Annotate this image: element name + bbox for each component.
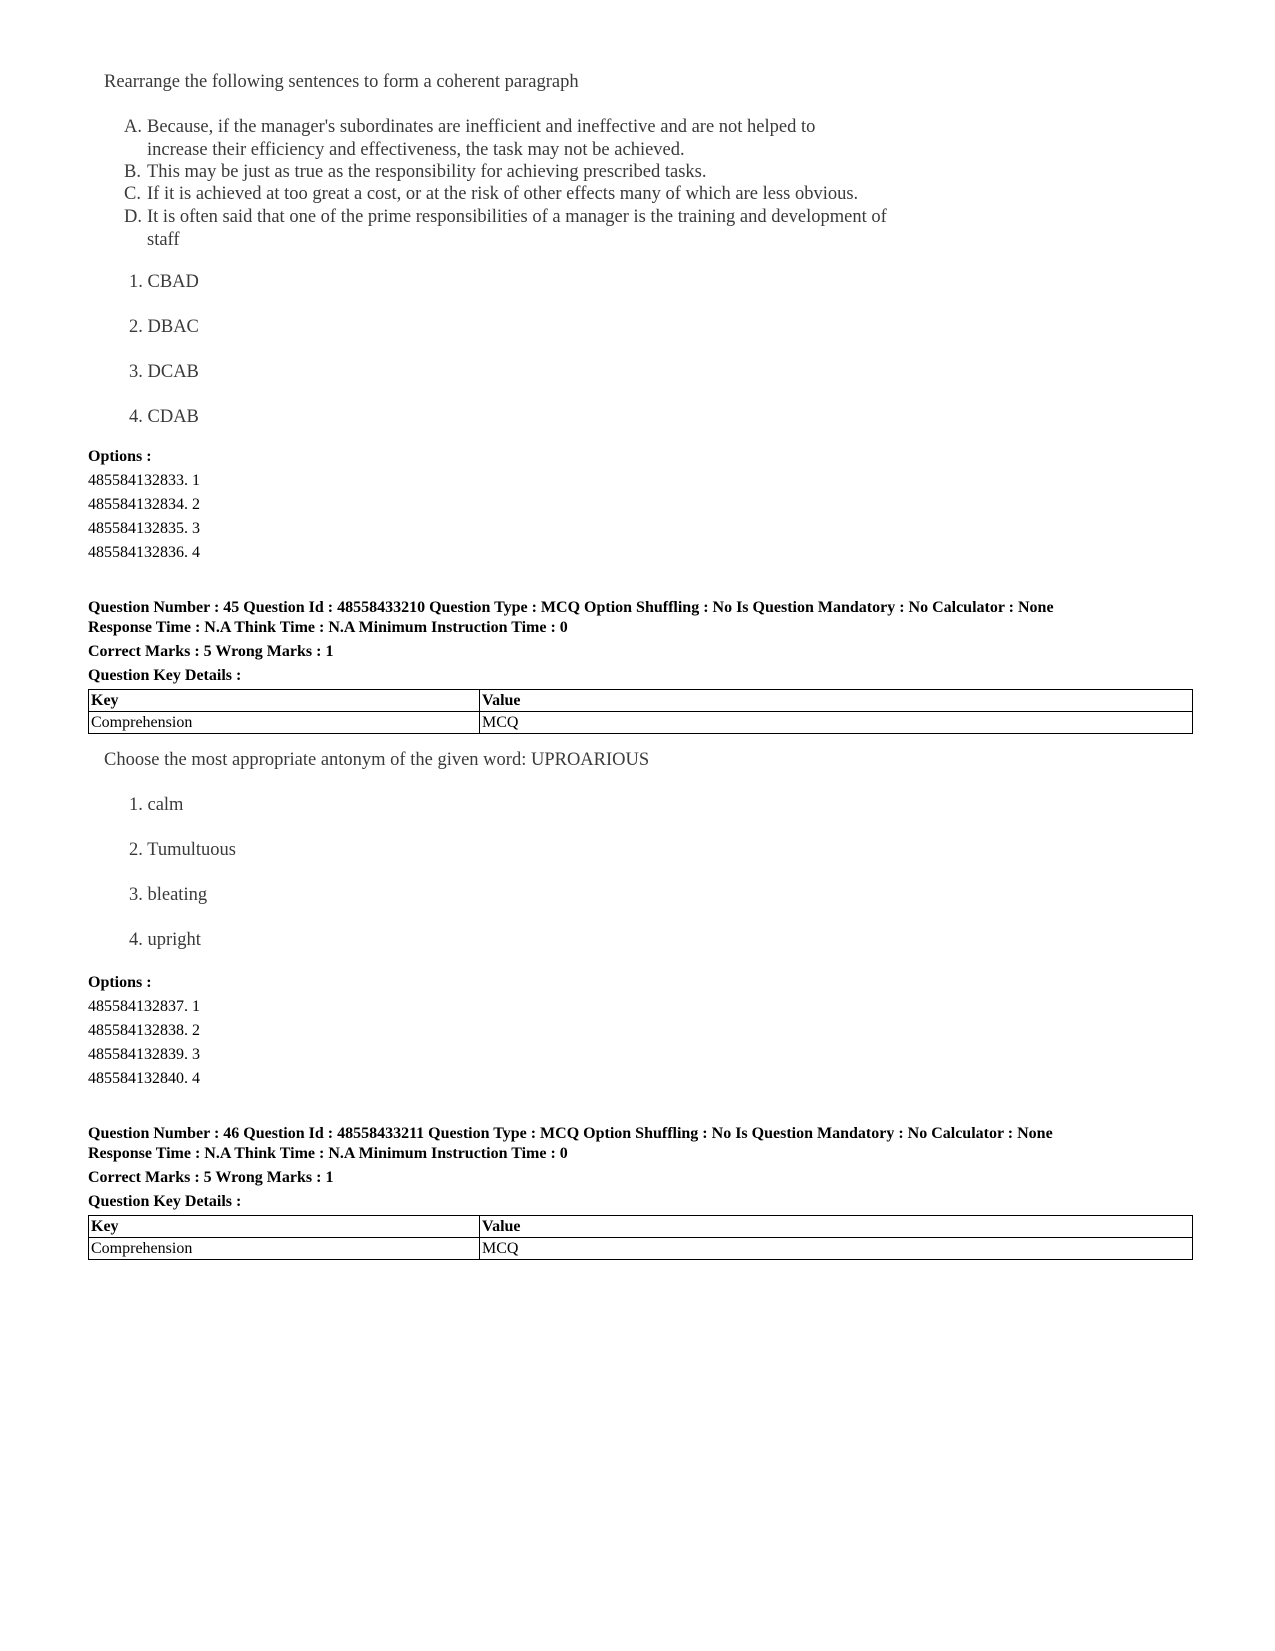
table-header-value: Value [480, 1216, 1193, 1238]
q45-key-table [88, 689, 1193, 734]
sentence-text-cont: increase their efficiency and effectiveness, the task may not be achieved. [147, 139, 685, 160]
q44-option-3: 485584132835. 3 [88, 520, 200, 537]
q46-key-table [88, 1215, 1193, 1260]
q45-choice-1: 1. calm [129, 795, 184, 815]
q46-marks: Correct Marks : 5 Wrong Marks : 1 [88, 1169, 334, 1186]
q44-option-2: 485584132834. 2 [88, 496, 200, 513]
q45-choice-3: 3. bleating [129, 885, 208, 905]
q44-sentence-b [124, 161, 707, 184]
sentence-text-cont: staff [147, 229, 180, 250]
table-cell-value: MCQ [480, 712, 1193, 734]
table-cell-key: Comprehension [89, 712, 480, 734]
sentence-text: This may be just as true as the responsibility for achieving prescribed tasks. [147, 162, 707, 182]
table-header-key: Key [89, 690, 480, 712]
table-header-row [89, 690, 1193, 712]
table-row [89, 712, 1193, 734]
q44-choice-1: 1. CBAD [129, 272, 199, 292]
q44-stem: Rearrange the following sentences to form a coherent paragraph [104, 72, 579, 92]
table-header-value: Value [480, 690, 1193, 712]
q45-choice-4: 4. upright [129, 930, 201, 950]
sentence-label: D. [124, 207, 142, 227]
q44-choice-3: 3. DCAB [129, 362, 199, 382]
q44-option-1: 485584132833. 1 [88, 472, 200, 489]
q46-meta-line1: Question Number : 46 Question Id : 48558433211 Question Type : MCQ Option Shuffling : No Is Question Mandatory : No Calculator : None [88, 1125, 1053, 1142]
sentence-text: Because, if the manager's subordinates are inefficient and ineffective and are not helped to [147, 117, 816, 137]
table-cell-value: MCQ [480, 1238, 1193, 1260]
q45-meta-line2: Response Time : N.A Think Time : N.A Minimum Instruction Time : 0 [88, 619, 568, 636]
q45-stem: Choose the most appropriate antonym of the given word: UPROARIOUS [104, 750, 650, 770]
sentence-text: It is often said that one of the prime responsibilities of a manager is the training and development of [147, 207, 887, 227]
q44-option-4: 485584132836. 4 [88, 544, 200, 561]
q44-choice-4: 4. CDAB [129, 407, 199, 427]
q46-key-details-title: Question Key Details : [88, 1193, 242, 1210]
table-header-row [89, 1216, 1193, 1238]
q44-sentence-c [124, 183, 858, 206]
q44-options-title: Options : [88, 448, 152, 465]
table-cell-key: Comprehension [89, 1238, 480, 1260]
q45-meta-line1: Question Number : 45 Question Id : 48558433210 Question Type : MCQ Option Shuffling : No Is Question Mandatory : No Calculator : None [88, 599, 1054, 616]
table-row [89, 1238, 1193, 1260]
q44-sentence-a [124, 116, 815, 161]
sentence-label: B. [124, 162, 141, 182]
q45-option-4: 485584132840. 4 [88, 1070, 200, 1087]
sentence-label: C. [124, 184, 141, 204]
q45-marks: Correct Marks : 5 Wrong Marks : 1 [88, 643, 334, 660]
q45-option-2: 485584132838. 2 [88, 1022, 200, 1039]
q45-options-title: Options : [88, 974, 152, 991]
q44-choice-2: 2. DBAC [129, 317, 199, 337]
q45-key-details-title: Question Key Details : [88, 667, 242, 684]
q46-meta-line2: Response Time : N.A Think Time : N.A Minimum Instruction Time : 0 [88, 1145, 568, 1162]
q45-option-3: 485584132839. 3 [88, 1046, 200, 1063]
table-header-key: Key [89, 1216, 480, 1238]
q45-option-1: 485584132837. 1 [88, 998, 200, 1015]
sentence-text: If it is achieved at too great a cost, or at the risk of other effects many of which are less obvious. [147, 184, 859, 204]
q44-sentence-d [124, 206, 887, 251]
sentence-label: A. [124, 117, 142, 137]
q45-choice-2: 2. Tumultuous [129, 840, 236, 860]
